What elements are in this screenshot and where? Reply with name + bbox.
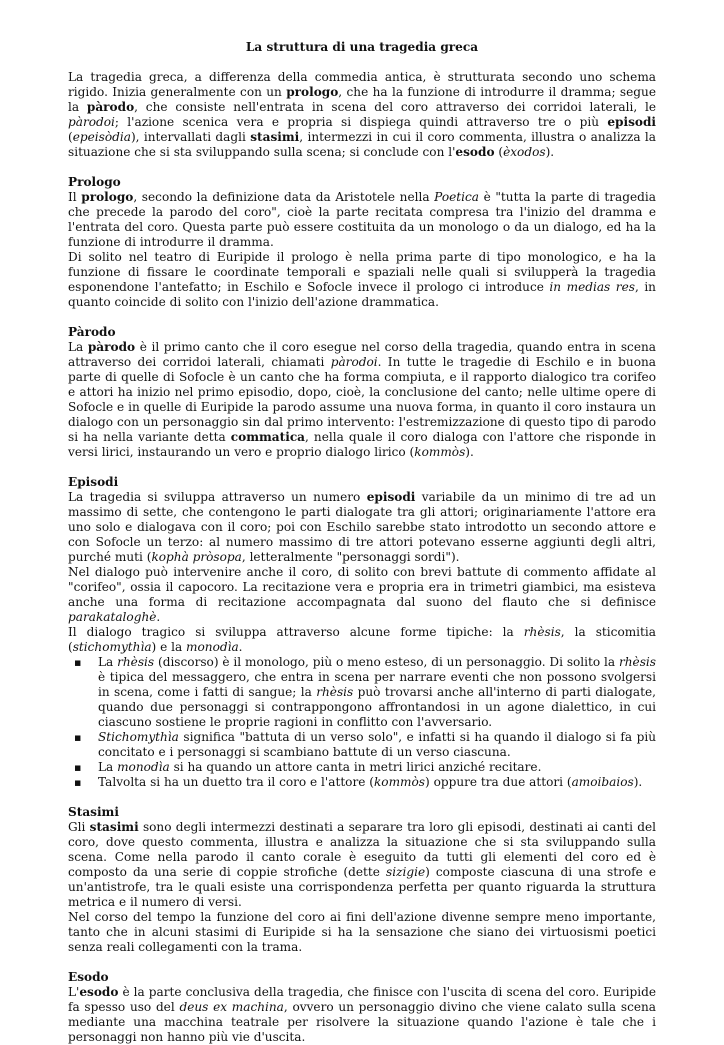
section-prologo <box>68 175 656 310</box>
section-heading: Stasimi <box>68 805 119 819</box>
list-item <box>98 655 656 730</box>
text-run: . <box>156 610 161 624</box>
section-heading: Pàrodo <box>68 325 116 339</box>
paragraph <box>68 250 656 310</box>
paragraph <box>68 565 656 625</box>
paragraph <box>68 190 656 250</box>
text-run: Gli <box>68 820 90 834</box>
text-run: ), intervallati dagli <box>130 130 251 144</box>
text-run: , in quanto coincide di solito con l'inizio dell'azione drammatica. <box>68 280 656 309</box>
italic-term: Poetica <box>434 190 479 204</box>
paragraph <box>68 820 656 910</box>
text-run: Il dialogo tragico si sviluppa attraverso alcune forme tipiche: la <box>68 625 524 639</box>
bold-term: esodo <box>79 985 119 999</box>
italic-term: Stichomythìa <box>98 730 179 744</box>
text-run: La <box>68 340 88 354</box>
text-run: sono degli intermezzi destinati a separare tra loro gli episodi, destinati ai canti del coro, dove questo commenta, illustra e analizza la situazione che si sta sviluppando sulla scena. Come nella parodo il canto corale è eseguito da tutti gli elementi del coro ed è composto da una serie di coppie strofiche (dette <box>68 820 656 879</box>
italic-term: kommòs <box>414 445 466 459</box>
bold-term: pàrodo <box>87 340 136 354</box>
document-title: La struttura di una tragedia greca <box>245 40 479 54</box>
text-run: variabile da un minimo di tre ad un massimo di sette, che contengono le parti dialogate tra gli attori; originariamente l'attore era uno solo e dialogava con il coro; poi con Eschilo sarebbe stato introdotto un secondo attore e con Sofocle un terzo: al numero massimo di tre attori potevano esserne aggiunti degli altri, purché muti ( <box>68 490 657 564</box>
text-run: è la parte conclusiva della tragedia, che finisce con l'uscita di scena del coro. Euripide fa spesso uso del <box>68 985 656 1014</box>
text-run: L' <box>68 985 80 999</box>
italic-term: kommòs <box>373 775 426 789</box>
text-run: , nella quale il coro dialoga con l'attore che risponde in versi lirici, instaurando un vero e proprio dialogo lirico ( <box>68 430 656 459</box>
text-run: La <box>98 655 118 669</box>
section-episodi <box>68 475 656 790</box>
text-run: La tragedia si sviluppa attraverso un numero <box>68 490 367 504</box>
list-item <box>98 760 656 775</box>
italic-term: pàrodoi <box>68 115 115 129</box>
paragraph <box>68 985 656 1045</box>
text-run: ; l'azione scenica vera e propria si dispiega quindi attraverso tre o più <box>114 115 608 129</box>
bold-term: pàrodo <box>86 100 135 114</box>
intro-section <box>68 70 656 160</box>
text-run: . <box>238 640 243 654</box>
text-run: può trovarsi anche all'interno di parti dialogate, quando due personaggi si contrappongono affrontandosi in un agone dialettico, in cui ciascuno sostiene le proprie ragioni in conflitto con l'avversario. <box>98 685 656 729</box>
text-run: Di solito nel teatro di Euripide il prologo è nella prima parte di tipo monologico, e ha la funzione di fissare le coordinate temporali e spaziali nelle quali si svilupperà la tragedia esponendone l'antefatto; in Eschilo e Sofocle invece il prologo ci introduce <box>68 250 656 294</box>
text-run: ) composte ciascuna di una strofe e un'antistrofe, tra le quali esiste una corrispondenza perfetta per quanto riguarda la struttura metrica e il numero di versi. <box>68 865 656 909</box>
bold-term: stasimi <box>250 130 300 144</box>
italic-term: monodìa <box>186 640 239 654</box>
bold-term: prologo <box>286 85 339 99</box>
list-item <box>98 775 656 790</box>
text-run: . In tutte le tragedie di Eschilo e in buona parte di quelle di Sofocle è un canto che ha forma compiuta, e il rapporto dialogico tra corifeo e attori ha inizio nel primo episodio, dopo, cioè, la conclusione del canto; nelle ultime opere di Sofocle e in quelle di Euripide la parodo assume una nuova forma, in quanto il coro instaura un dialogo con un personaggio sin dal primo intervento: l'estremizzazione di questo tipo di parodo si ha nella variante detta <box>68 355 656 444</box>
italic-term: in medias res <box>549 280 635 294</box>
italic-term: amoibaios <box>571 775 634 789</box>
section-esodo <box>68 970 656 1045</box>
bold-term: prologo <box>81 190 134 204</box>
italic-term: rhèsis <box>523 625 561 639</box>
text-run: ( <box>68 130 73 144</box>
text-run: , che ha la funzione di introdurre il dramma; segue la <box>68 85 656 114</box>
paragraph <box>68 490 656 565</box>
italic-term: rhèsis <box>316 685 354 699</box>
italic-term: parakataloghè <box>68 610 157 624</box>
italic-term: pàrodoi <box>330 355 378 369</box>
text-run: , intermezzi in cui il coro commenta, illustra o analizza la situazione che si sta sviluppando sulla scena; si conclude con l' <box>68 130 656 159</box>
bullet-list <box>68 655 656 790</box>
bold-term: episodi <box>607 115 656 129</box>
italic-term: èxodos <box>503 145 546 159</box>
text-run: ) oppure tra due attori ( <box>425 775 572 789</box>
text-run: ). <box>633 775 643 789</box>
text-run: ) e la <box>151 640 187 654</box>
text-run: , la sticomitia ( <box>68 625 656 654</box>
text-run: ). <box>545 145 555 159</box>
section-heading: Prologo <box>68 175 121 189</box>
italic-term: deus ex machina <box>179 1000 284 1014</box>
text-run: Nel dialogo può intervenire anche il coro, di solito con brevi battute di commento affidate al "corifeo", ossia il capocoro. La recitazione vera e propria era in trimetri giambici, ma esisteva anche una forma di recitazione accompagnata dal suono del flauto che si definisce <box>68 565 656 609</box>
text-run: ). <box>465 445 474 459</box>
text-run: è il primo canto che il coro esegue nel corso della tragedia, quando entra in scena attraverso dei corridoi laterali, chiamati <box>68 340 656 369</box>
paragraph <box>68 340 656 460</box>
list-item <box>98 730 656 760</box>
italic-term: epeisòdia <box>72 130 131 144</box>
paragraph <box>68 910 656 955</box>
text-run: , secondo la definizione data da Aristotele nella <box>133 190 435 204</box>
section-parodo <box>68 325 656 460</box>
italic-term: kophà pròsopa <box>151 550 242 564</box>
text-run: Il <box>68 190 82 204</box>
text-run: La <box>98 760 118 774</box>
italic-term: rhèsis <box>618 655 656 669</box>
text-run: Nel corso del tempo la funzione del coro ai fini dell'azione divenne sempre meno importante, tanto che in alcuni stasimi di Euripide si ha la sensazione che siano dei virtuosismi poetici senza reali collegamenti con la trama. <box>68 910 656 954</box>
italic-term: sizigie <box>386 865 426 879</box>
text-run: , letteralmente "personaggi sordi"). <box>241 550 460 564</box>
paragraph <box>68 625 656 655</box>
italic-term: monodìa <box>117 760 170 774</box>
text-run: ( <box>494 145 504 159</box>
text-run: , che consiste nell'entrata in scena del coro attraverso dei corridoi laterali, le <box>134 100 656 114</box>
bold-term: esodo <box>455 145 495 159</box>
text-run: è "tutta la parte di tragedia che precede la parodo del coro", cioè la parte recitata compresa tra l'inizio del dramma e l'entrata del coro. Questa parte può essere costituita da un monologo o da un dialogo, ed ha la funzione di introdurre il dramma. <box>68 190 656 249</box>
section-stasimi <box>68 805 656 955</box>
text-run: è tipica del messaggero, che entra in scena per narrare eventi che non possono svolgersi in scena, come i fatti di sangue; la <box>98 670 656 699</box>
text-run: si ha quando un attore canta in metri lirici anziché recitare. <box>169 760 542 774</box>
section-heading: Episodi <box>68 475 119 489</box>
text-run: , ovvero un personaggio divino che viene calato sulla scena mediante una macchina teatrale per risolvere la situazione quando l'azione è tale che i personaggi non hanno più vie d'uscita. <box>68 1000 657 1044</box>
section-heading: Esodo <box>68 970 109 984</box>
text-run: significa "battuta di un verso solo", e infatti si ha quando il dialogo si fa più concitato e i personaggi si scambiano battute di un verso ciascuna. <box>98 730 656 759</box>
sections-container <box>68 175 656 1045</box>
italic-term: rhèsis <box>117 655 155 669</box>
bold-term: stasimi <box>89 820 139 834</box>
bold-term: commatica <box>230 430 306 444</box>
italic-term: stichomythìa <box>72 640 152 654</box>
bold-term: episodi <box>366 490 416 504</box>
text-run: Talvolta si ha un duetto tra il coro e l'attore ( <box>98 775 374 789</box>
intro-paragraph <box>68 70 656 160</box>
text-run: La tragedia greca, a differenza della commedia antica, è strutturata secondo uno schema rigido. Inizia generalmente con un <box>68 70 656 99</box>
text-run: (discorso) è il monologo, più o meno esteso, di un personaggio. Di solito la <box>154 655 619 669</box>
